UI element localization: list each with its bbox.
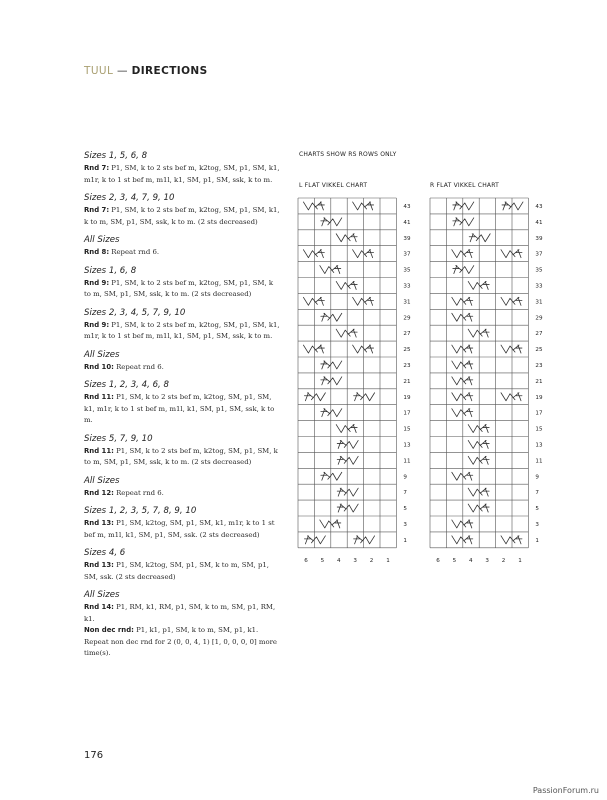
right-chart-row [453, 202, 523, 210]
round-text: P1, SM, k to 2 sts bef m, k2tog, SM, p1, SM, k1, m1r, k to 1 st bef m, m1l, k1, SM, p1, SM, ssk, k to m. [84, 393, 275, 424]
vikkel-stitch-symbol [337, 456, 358, 464]
round-label: Rnd 7: [84, 206, 110, 214]
size-heading: Sizes 1, 5, 6, 8 [84, 151, 148, 161]
left-chart-row [321, 313, 342, 321]
row-number: 29 [403, 315, 411, 322]
row-number: 33 [403, 283, 411, 290]
row-number: 43 [403, 203, 411, 210]
size-section [84, 235, 282, 259]
round-text: Repeat rnd 6. [113, 362, 164, 371]
size-heading: Sizes 2, 3, 4, 5, 7, 9, 10 [84, 307, 186, 318]
column-number: 6 [436, 557, 440, 564]
vikkel-stitch-symbol [354, 536, 375, 544]
round-instruction [84, 362, 282, 374]
round-text: P1, SM, k to 2 sts bef m, k2tog, SM, p1, SM, k1, k to m, SM, p1, SM, ssk, k to m. (2 sts decreased) [84, 206, 280, 226]
row-number: 5 [535, 506, 539, 513]
row-number: 15 [403, 426, 411, 433]
right-chart-row [452, 250, 522, 258]
right-chart-row [452, 313, 473, 321]
row-number: 31 [403, 299, 411, 306]
right-chart-row [452, 520, 473, 528]
left-chart-row [336, 425, 357, 433]
round-instruction [84, 320, 282, 343]
round-text: P1, SM, k to 2 sts bef m, k2tog, SM, p1, SM, k1, m1r, k to 1 st bef m, m1l, k1, SM, p1, SM, ssk, k to m. [84, 164, 280, 184]
right-chart-grid [430, 198, 528, 548]
round-instruction [84, 637, 282, 660]
vikkel-stitch-symbol [321, 361, 342, 369]
round-instruction [84, 488, 282, 500]
size-section [84, 193, 282, 228]
round-label: Rnd 11: [84, 393, 114, 401]
vikkel-stitch-symbol [469, 234, 490, 242]
round-text: P1, k1, p1, SM, k to m, SM, p1, k1. [133, 626, 259, 634]
right-vikkel-chart [430, 198, 550, 582]
row-number: 17 [535, 410, 543, 417]
left-chart-row [304, 536, 374, 544]
vikkel-stitch-symbol [452, 313, 473, 321]
round-label: Rnd 10: [84, 362, 114, 371]
directions-column [84, 151, 282, 667]
round-label: Rnd 9: [84, 278, 110, 287]
vikkel-stitch-symbol [303, 250, 324, 258]
row-number: 11 [535, 458, 543, 465]
row-number: 41 [535, 219, 543, 226]
vikkel-stitch-symbol [304, 536, 325, 544]
right-chart-row [452, 361, 473, 369]
row-number: 17 [403, 410, 411, 417]
vikkel-stitch-symbol [452, 250, 473, 258]
size-heading: All Sizes [84, 349, 120, 360]
column-number: 6 [304, 557, 308, 564]
right-chart-row [468, 440, 489, 448]
right-chart-row [452, 393, 522, 401]
row-number: 19 [535, 394, 543, 401]
vikkel-stitch-symbol [452, 377, 473, 385]
page-number: 176 [84, 750, 104, 761]
round-label: Rnd 11: [84, 446, 114, 455]
size-heading: Sizes 1, 2, 3, 5, 7, 8, 9, 10 [84, 506, 197, 516]
vikkel-stitch-symbol [453, 266, 474, 274]
right-chart-row [453, 218, 474, 226]
left-chart-row [337, 504, 358, 512]
column-number: 1 [386, 557, 390, 564]
round-label: Non dec rnd: [84, 626, 134, 634]
round-text: Repeat non dec rnd for 2 (0, 0, 4, 1) [1, 0, 0, 0, 0] more time(s). [84, 637, 277, 657]
vikkel-stitch-symbol [321, 377, 342, 385]
round-instruction [84, 446, 282, 469]
right-chart-row [468, 329, 489, 337]
right-chart-row [469, 234, 490, 242]
left-chart-row [320, 266, 341, 274]
vikkel-stitch-symbol [337, 488, 358, 496]
size-section [84, 266, 282, 301]
vikkel-stitch-symbol [353, 345, 374, 353]
round-label: Rnd 13: [84, 561, 114, 569]
right-chart-row [468, 425, 489, 433]
vikkel-stitch-symbol [321, 218, 342, 226]
left-chart-row [303, 250, 373, 258]
row-number: 27 [403, 331, 411, 338]
row-number: 39 [535, 235, 543, 242]
row-number: 19 [403, 394, 411, 401]
vikkel-stitch-symbol [353, 202, 374, 210]
vikkel-stitch-symbol [336, 234, 357, 242]
section-title: DIRECTIONS [131, 65, 208, 77]
row-number: 29 [535, 315, 543, 322]
left-chart-row [337, 488, 358, 496]
vikkel-stitch-symbol [468, 329, 489, 337]
round-instruction [84, 625, 282, 637]
size-heading: Sizes 5, 7, 9, 10 [84, 433, 153, 444]
left-chart-title: L FLAT VIKKEL CHART [299, 182, 368, 189]
size-section [84, 548, 282, 583]
row-number: 37 [535, 251, 543, 258]
round-instruction [84, 560, 282, 583]
column-number: 5 [320, 557, 325, 564]
right-chart-row [468, 488, 489, 496]
charts-note: CHARTS SHOW RS ROWS ONLY [299, 151, 397, 158]
vikkel-stitch-symbol [452, 345, 473, 353]
right-chart-row [452, 377, 473, 385]
row-number: 7 [535, 490, 539, 497]
row-number: 23 [535, 362, 543, 369]
row-number: 43 [535, 203, 543, 210]
round-instruction [84, 278, 282, 301]
row-number: 33 [535, 283, 543, 290]
vikkel-stitch-symbol [353, 250, 374, 258]
size-heading: All Sizes [84, 235, 120, 245]
round-instruction [84, 602, 282, 625]
row-number: 9 [535, 474, 539, 481]
round-label: Rnd 9: [84, 320, 110, 329]
vikkel-stitch-symbol [354, 393, 375, 401]
vikkel-stitch-symbol [501, 345, 522, 353]
size-heading: Sizes 1, 6, 8 [84, 265, 137, 276]
right-chart-row [452, 536, 522, 544]
vikkel-stitch-symbol [303, 202, 324, 210]
watermark: PassionForum.ru [532, 786, 599, 795]
left-chart-row [303, 297, 373, 305]
round-text: P1, SM, k to 2 sts bef m, k2tog, SM, p1, SM, k to m, SM, p1, SM, ssk, k to m. (2 sts decreased) [84, 278, 273, 298]
right-chart-row [468, 456, 489, 464]
vikkel-stitch-symbol [501, 297, 522, 305]
vikkel-stitch-symbol [502, 202, 523, 210]
vikkel-stitch-symbol [321, 409, 342, 417]
page-header [84, 65, 208, 77]
vikkel-stitch-symbol [452, 361, 473, 369]
size-heading: Sizes 2, 3, 4, 7, 9, 10 [84, 193, 175, 203]
vikkel-stitch-symbol [336, 425, 357, 433]
row-number: 7 [403, 490, 407, 497]
row-number: 1 [403, 537, 407, 544]
right-chart-title: R FLAT VIKKEL CHART [430, 182, 500, 189]
left-chart-row [336, 281, 357, 289]
row-number: 37 [403, 251, 411, 258]
column-number: 1 [518, 557, 522, 564]
vikkel-stitch-symbol [501, 393, 522, 401]
row-number: 3 [403, 521, 407, 528]
vikkel-stitch-symbol [468, 281, 489, 289]
round-text: P1, SM, k2tog, SM, p1, SM, k1, m1r, k to 1 st bef m, m1l, k1, SM, p1, SM, ssk. (2 sts decreased) [84, 519, 275, 539]
round-instruction [84, 205, 282, 228]
size-section [84, 590, 282, 660]
row-number: 5 [403, 506, 407, 513]
column-number: 4 [337, 557, 341, 564]
vikkel-stitch-symbol [452, 472, 473, 480]
vikkel-stitch-symbol [320, 266, 341, 274]
size-section [84, 506, 282, 541]
round-text: P1, SM, k to 2 sts bef m, k2tog, SM, p1, SM, k1, m1r, k to 1 st bef m, m1l, k1, SM, p1, SM, ssk, k to m. [84, 320, 280, 340]
vikkel-stitch-symbol [501, 536, 522, 544]
size-section [84, 434, 282, 469]
row-number: 13 [403, 442, 411, 449]
round-instruction [84, 163, 282, 186]
column-number: 4 [469, 557, 473, 564]
left-chart-row [321, 472, 342, 480]
column-number: 3 [353, 557, 357, 564]
round-instruction [84, 518, 282, 541]
row-number: 3 [535, 521, 539, 528]
vikkel-stitch-symbol [453, 218, 474, 226]
left-chart-row [321, 218, 342, 226]
vikkel-stitch-symbol [303, 345, 324, 353]
left-chart-row [304, 393, 374, 401]
row-number: 23 [403, 362, 411, 369]
size-section [84, 476, 282, 500]
row-number: 1 [535, 537, 539, 544]
vikkel-stitch-symbol [453, 202, 474, 210]
right-chart-row [468, 504, 489, 512]
round-text: P1, SM, k2tog, SM, p1, SM, k to m, SM, p1, SM, ssk. (2 sts decreased) [84, 561, 269, 581]
vikkel-stitch-symbol [337, 504, 358, 512]
left-chart-row [303, 345, 373, 353]
row-number: 11 [403, 458, 411, 465]
left-vikkel-chart [298, 198, 418, 582]
round-label: Rnd 7: [84, 164, 110, 172]
row-number: 41 [403, 219, 411, 226]
vikkel-stitch-symbol [336, 281, 357, 289]
row-number: 13 [535, 442, 543, 449]
row-number: 39 [403, 235, 411, 242]
left-chart-row [320, 520, 341, 528]
column-number: 5 [452, 557, 457, 564]
size-heading: Sizes 4, 6 [84, 548, 126, 558]
vikkel-stitch-symbol [468, 440, 489, 448]
vikkel-stitch-symbol [321, 472, 342, 480]
size-heading: Sizes 1, 2, 3, 4, 6, 8 [84, 380, 169, 390]
vikkel-stitch-symbol [501, 250, 522, 258]
vikkel-stitch-symbol [468, 456, 489, 464]
vikkel-stitch-symbol [337, 440, 358, 448]
left-chart-row [321, 409, 342, 417]
round-instruction [84, 392, 282, 427]
left-chart-row [336, 234, 357, 242]
row-number: 25 [403, 347, 411, 354]
round-label: Rnd 8: [84, 248, 110, 256]
size-section [84, 350, 282, 374]
right-chart-row [453, 266, 474, 274]
row-number: 27 [535, 331, 543, 338]
row-number: 35 [403, 267, 411, 274]
row-number: 31 [535, 299, 543, 306]
size-section [84, 380, 282, 427]
row-number: 9 [403, 474, 407, 481]
column-number: 2 [501, 557, 506, 564]
round-text: P1, SM, k to 2 sts bef m, k2tog, SM, p1, SM, k to m, SM, p1, SM, ssk, k to m. (2 sts decreased) [84, 446, 278, 466]
left-chart-row [321, 361, 342, 369]
vikkel-stitch-symbol [452, 409, 473, 417]
vikkel-stitch-symbol [468, 504, 489, 512]
right-chart-row [468, 281, 489, 289]
vikkel-stitch-symbol [468, 488, 489, 496]
round-label: Rnd 13: [84, 519, 114, 527]
vikkel-stitch-symbol [336, 329, 357, 337]
left-chart-row [321, 377, 342, 385]
vikkel-stitch-symbol [452, 520, 473, 528]
row-number: 21 [535, 378, 543, 385]
right-chart-row [452, 409, 473, 417]
round-label: Rnd 12: [84, 488, 114, 497]
vikkel-stitch-symbol [303, 297, 324, 305]
left-chart-row [337, 440, 358, 448]
round-label: Rnd 14: [84, 603, 114, 611]
round-instruction [84, 247, 282, 259]
pattern-name: TUUL [84, 65, 114, 77]
round-text: Repeat rnd 6. [113, 488, 164, 497]
column-number: 2 [369, 557, 374, 564]
vikkel-stitch-symbol [304, 393, 325, 401]
vikkel-stitch-symbol [468, 425, 489, 433]
right-chart-row [452, 472, 473, 480]
header-separator: — [113, 65, 132, 77]
right-chart-row [452, 345, 522, 353]
size-section [84, 151, 282, 186]
vikkel-stitch-symbol [452, 393, 473, 401]
right-chart-row [452, 297, 522, 305]
vikkel-stitch-symbol [452, 297, 473, 305]
row-number: 15 [535, 426, 543, 433]
size-section [84, 308, 282, 343]
vikkel-stitch-symbol [320, 520, 341, 528]
round-text: P1, RM, k1, RM, p1, SM, k to m, SM, p1, RM, k1. [84, 603, 276, 623]
row-number: 35 [535, 267, 543, 274]
left-chart-row [303, 202, 373, 210]
left-chart-row [337, 456, 358, 464]
vikkel-stitch-symbol [353, 297, 374, 305]
round-text: Repeat rnd 6. [109, 248, 160, 256]
column-number: 3 [485, 557, 489, 564]
row-number: 25 [535, 347, 543, 354]
row-number: 21 [403, 378, 411, 385]
vikkel-stitch-symbol [321, 313, 342, 321]
left-chart-row [336, 329, 357, 337]
size-heading: All Sizes [84, 590, 120, 600]
size-heading: All Sizes [84, 475, 120, 486]
vikkel-stitch-symbol [452, 536, 473, 544]
